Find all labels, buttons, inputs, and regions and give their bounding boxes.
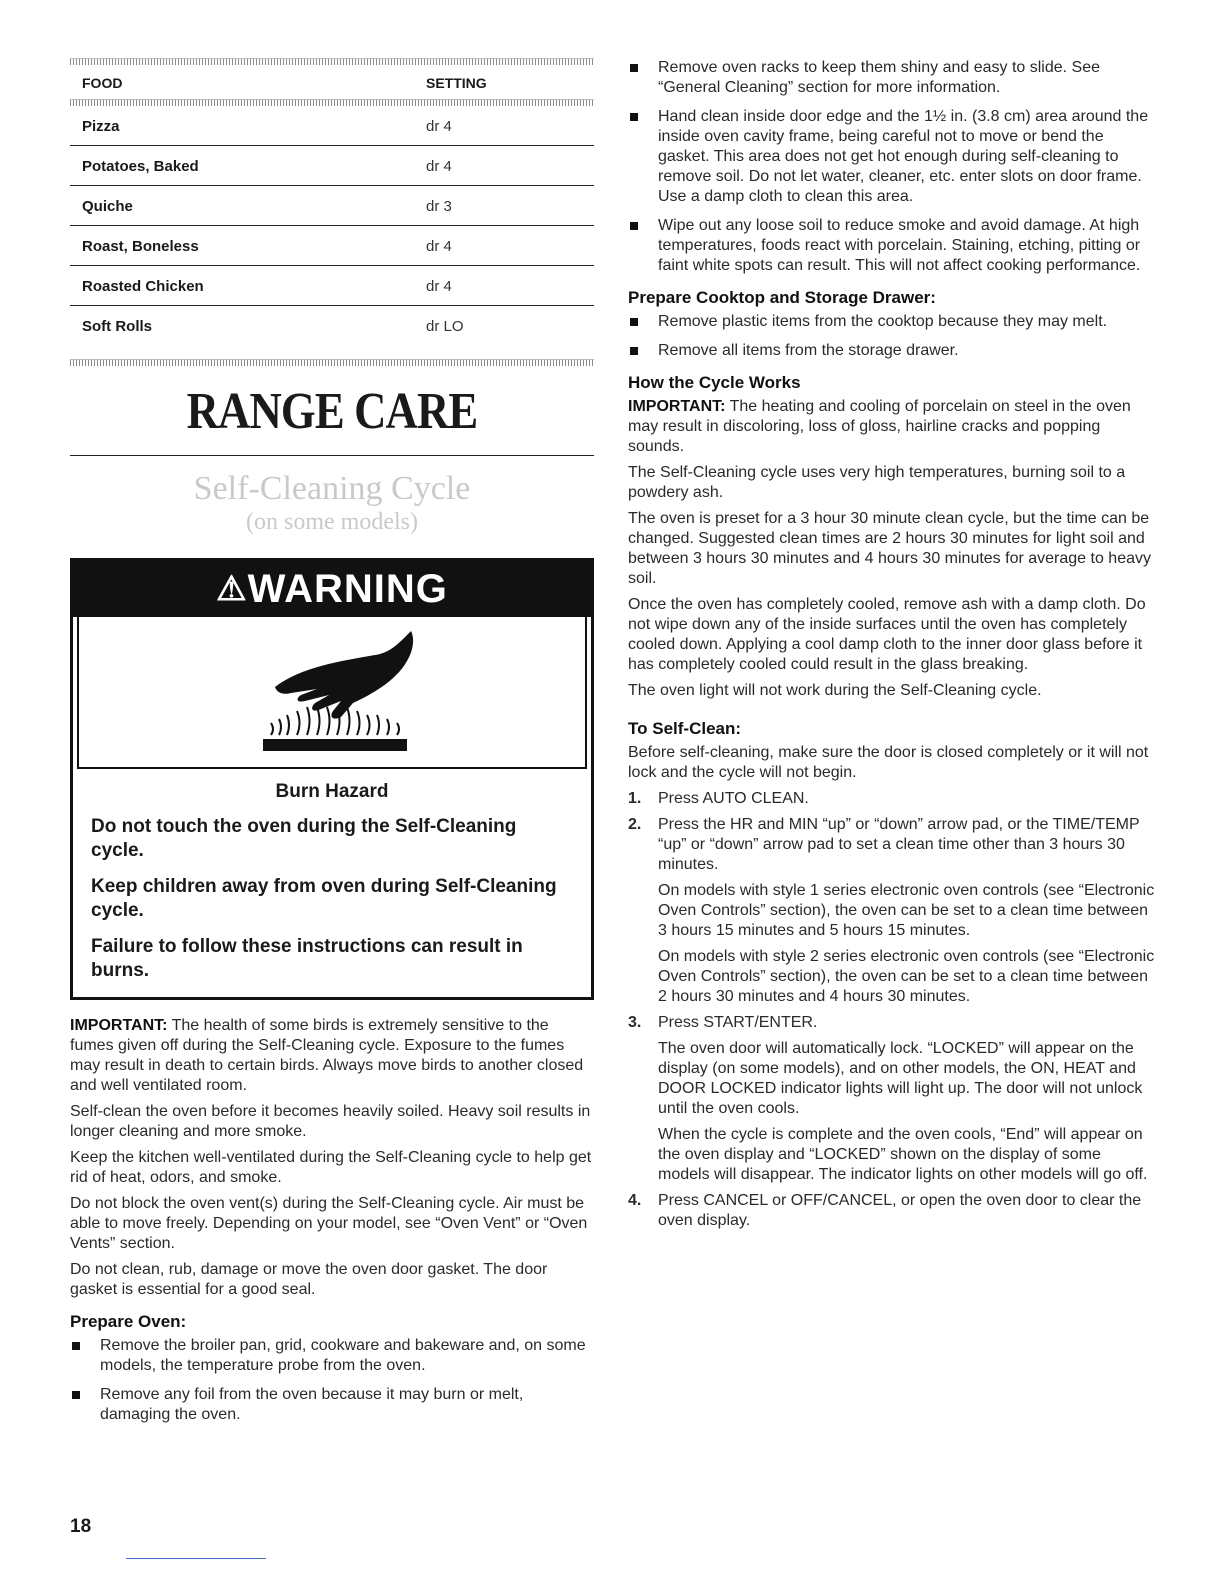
step-item xyxy=(628,1191,1156,1231)
warning-title: WARNING xyxy=(247,567,448,611)
step-number: 1. xyxy=(628,790,642,807)
food-setting: dr 4 xyxy=(426,226,594,266)
self-clean-heading: To Self-Clean: xyxy=(628,719,742,738)
food-setting: dr 3 xyxy=(426,186,594,226)
list-item: Hand clean inside door edge and the 1½ in. (3.8 cm) area around the inside oven cavity frame, being careful not to move or bend the gasket. This area does not get hot enough during self-cleaning to remove soil. Do not let water, cleaner, etc. enter slots on door frame. Use a damp cloth to clean this area. xyxy=(628,107,1156,207)
subsection-title: Self-Cleaning Cycle xyxy=(193,470,471,507)
subsection-note: (on some models) xyxy=(246,509,418,535)
important-paragraph xyxy=(70,1016,594,1096)
important-paragraph xyxy=(628,397,1156,457)
warning-body xyxy=(73,769,591,997)
body-paragraph: Do not clean, rub, damage or move the oven door gasket. The door gasket is essential for a good seal. xyxy=(70,1261,548,1298)
body-paragraph: The oven light will not work during the Self-Cleaning cycle. xyxy=(628,682,1042,699)
how-cycle-works-heading: How the Cycle Works xyxy=(628,373,801,392)
important-text: The health of some birds is extremely sensitive to the fumes given off during the Self-Cleaning cycle. Exposure to the fumes may result in death to certain birds. Always move birds to another closed and well ventilated room. xyxy=(70,1017,584,1094)
table-row xyxy=(70,106,594,146)
list-item: Remove the broiler pan, grid, cookware and bakeware and, on some models, the temperature probe from the oven. xyxy=(70,1336,594,1376)
step-number: 3. xyxy=(628,1014,642,1031)
body-paragraph: The oven is preset for a 3 hour 30 minute clean cycle, but the time can be changed. Suggested clean times are 2 hours 30 minutes for light soil and between 3 hours 30 minutes and 4 hours 30 minutes for average to heavy soil. xyxy=(628,510,1151,587)
food-name: Potatoes, Baked xyxy=(70,146,426,186)
step-note: When the cycle is complete and the oven cools, “End” will appear on the oven display and “LOCKED” shown on the display of some models will disappear. The indicator lights on other models will go off. xyxy=(658,1126,1148,1183)
table-top-rule xyxy=(70,58,594,65)
table-row xyxy=(70,266,594,306)
warning-line: Failure to follow these instructions can result in burns. xyxy=(91,936,523,981)
self-clean-intro: Before self-cleaning, make sure the door is closed completely or it will not lock and the cycle will not begin. xyxy=(628,744,1149,781)
page-number: 18 xyxy=(70,1516,92,1537)
prepare-cooktop-list xyxy=(628,312,1156,361)
food-setting: dr 4 xyxy=(426,106,594,146)
step-number: 4. xyxy=(628,1192,642,1209)
prepare-oven-list xyxy=(70,1336,594,1425)
step-item xyxy=(628,789,1156,809)
footer-rule xyxy=(126,1558,266,1559)
step-item xyxy=(628,1013,1156,1185)
hazard-label: Burn Hazard xyxy=(275,781,389,802)
burn-hazard-icon xyxy=(77,617,587,769)
important-text: The heating and cooling of porcelain on steel in the oven may result in discoloring, loss of gloss, hairline cracks and popping sounds. xyxy=(628,398,1131,455)
important-label: IMPORTANT: xyxy=(70,1017,168,1034)
list-item: Remove all items from the storage drawer. xyxy=(628,341,1156,361)
step-text: Press AUTO CLEAN. xyxy=(658,790,809,807)
right-column xyxy=(628,58,1156,1237)
table-row xyxy=(70,146,594,186)
body-paragraph: Do not block the oven vent(s) during the Self-Cleaning cycle. Air must be able to move freely. Depending on your model, see “Oven Vent” or “Oven Vents” section. xyxy=(70,1195,588,1252)
section-title: RANGE CARE xyxy=(186,383,478,440)
warning-header xyxy=(73,561,591,617)
prepare-oven-list-cont xyxy=(628,58,1156,276)
list-item: Wipe out any loose soil to reduce smoke and avoid damage. At high temperatures, foods react with porcelain. Staining, etching, pitting or faint white spots can result. This will not affect cooking performance. xyxy=(628,216,1156,276)
left-column xyxy=(70,58,594,1434)
food-name: Pizza xyxy=(70,106,426,146)
table-row xyxy=(70,306,594,346)
header-setting: SETTING xyxy=(426,75,487,91)
step-note: The oven door will automatically lock. “LOCKED” will appear on the display (on some models), and on other models, the ON, HEAT and DOOR LOCKED indicator lights will light up. The door will not unlock until the oven cools. xyxy=(658,1040,1143,1117)
food-name: Quiche xyxy=(70,186,426,226)
body-paragraph: Self-clean the oven before it becomes heavily soiled. Heavy soil results in longer cleaning and more smoke. xyxy=(70,1103,591,1140)
food-setting: dr LO xyxy=(426,318,464,335)
food-name: Soft Rolls xyxy=(82,318,152,335)
subsection-heading xyxy=(70,470,594,536)
table-header-row xyxy=(70,65,594,99)
list-item: Remove any foil from the oven because it may burn or melt, damaging the oven. xyxy=(70,1385,594,1425)
step-text: Press START/ENTER. xyxy=(658,1014,818,1031)
step-item xyxy=(628,815,1156,1007)
food-settings-table xyxy=(70,65,594,345)
body-paragraph: Keep the kitchen well-ventilated during the Self-Cleaning cycle to help get rid of heat, odors, and smoke. xyxy=(70,1149,592,1186)
body-paragraph: Once the oven has completely cooled, remove ash with a damp cloth. Do not wipe down any of the inside surfaces until the oven has completely cooled down. Applying a cool damp cloth to the inner door glass before it has completely cooled could result in the glass breaking. xyxy=(628,596,1146,673)
step-note: On models with style 2 series electronic oven controls (see “Electronic Oven Controls” section), the oven can be set to a clean time between 2 hours 30 minutes and 4 hours 30 minutes. xyxy=(658,948,1155,1005)
step-number: 2. xyxy=(628,816,642,833)
step-text: Press the HR and MIN “up” or “down” arrow pad, or the TIME/TEMP “up” or “down” arrow pad to set a clean time other than 3 hours 30 minutes. xyxy=(658,816,1140,873)
important-label: IMPORTANT: xyxy=(628,398,726,415)
warning-box xyxy=(70,558,594,1000)
table-header-rule xyxy=(70,99,594,106)
step-note: On models with style 1 series electronic oven controls (see “Electronic Oven Controls” section), the oven can be set to a clean time between 3 hours 15 minutes and 5 hours 15 minutes. xyxy=(658,882,1155,939)
warning-triangle-icon: ⚠ xyxy=(216,570,248,608)
left-body xyxy=(70,1016,594,1425)
food-setting: dr 4 xyxy=(426,266,594,306)
prepare-cooktop-heading: Prepare Cooktop and Storage Drawer: xyxy=(628,288,936,307)
warning-line: Do not touch the oven during the Self-Cleaning cycle. xyxy=(91,816,517,861)
prepare-oven-heading: Prepare Oven: xyxy=(70,1312,187,1331)
body-paragraph: The Self-Cleaning cycle uses very high temperatures, burning soil to a powdery ash. xyxy=(628,464,1126,501)
warning-line: Keep children away from oven during Self-Cleaning cycle. xyxy=(91,876,557,921)
step-text: Press CANCEL or OFF/CANCEL, or open the oven door to clear the oven display. xyxy=(658,1192,1142,1229)
food-name: Roast, Boneless xyxy=(70,226,426,266)
food-setting: dr 4 xyxy=(426,146,594,186)
table-bottom-rule xyxy=(70,359,594,366)
section-divider xyxy=(70,455,594,456)
table-row xyxy=(70,186,594,226)
header-food: FOOD xyxy=(82,75,123,91)
food-name: Roasted Chicken xyxy=(70,266,426,306)
self-clean-steps xyxy=(628,789,1156,1231)
table-row xyxy=(70,226,594,266)
list-item: Remove plastic items from the cooktop because they may melt. xyxy=(628,312,1156,332)
list-item: Remove oven racks to keep them shiny and easy to slide. See “General Cleaning” section for more information. xyxy=(628,58,1156,98)
